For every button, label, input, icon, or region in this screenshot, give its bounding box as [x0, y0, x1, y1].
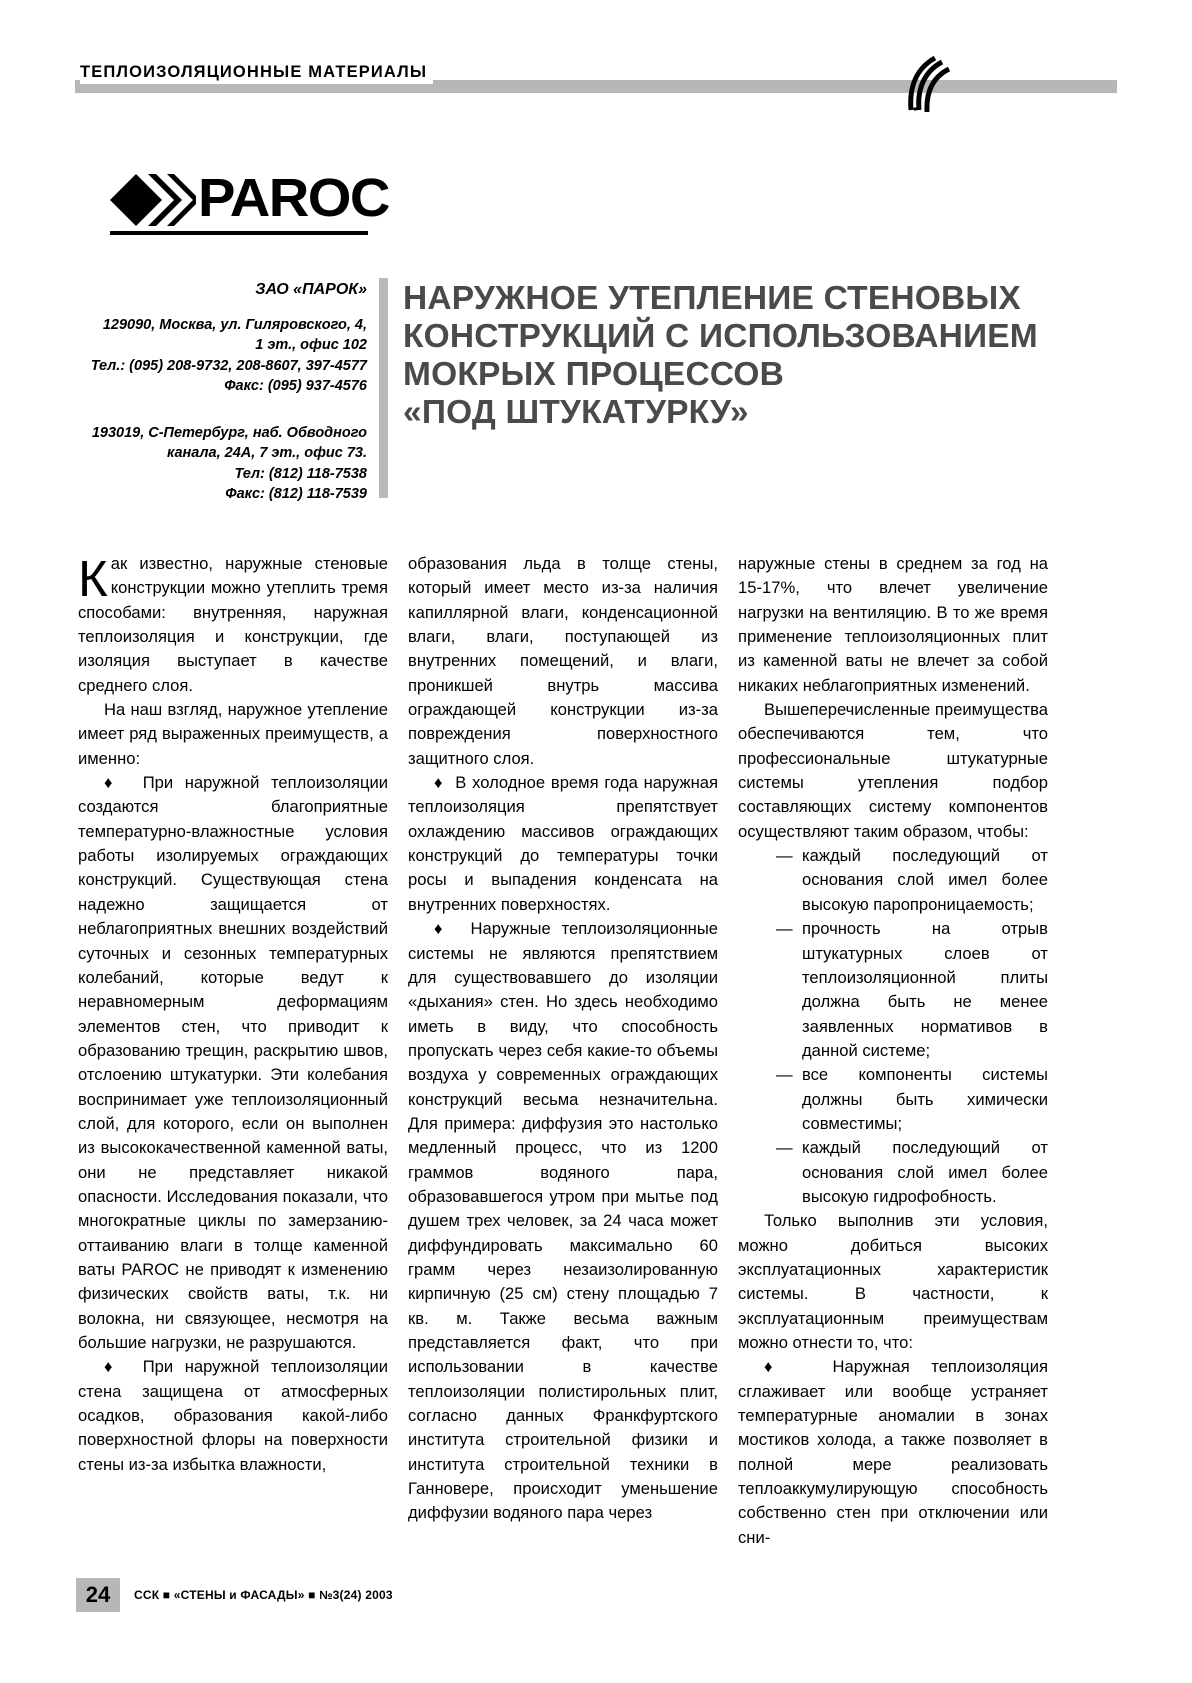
moscow-phone: Тел.: (095) 208-9732, 208-8607, 397-4577: [90, 357, 367, 374]
dash-marker: —: [776, 1065, 793, 1085]
bullet-marker: ♦: [434, 773, 444, 793]
dash-item: [776, 844, 1048, 917]
paroc-wordmark: PAROC: [198, 168, 389, 228]
dash-text: каждый последующий от основания слой имел более высокую гидрофобность.: [802, 1138, 1048, 1206]
bullet-text: Наружная теплоизоляция сглаживает или вообще устраняет температурные аномалии в зонах мостиков холода, а также позволяет в полной мере реализовать теплоаккумулирующую способность собственно стен при отключении или сни-: [738, 1357, 1048, 1547]
headline-line-2: КОНСТРУКЦИЙ С ИСПОЛЬЗОВАНИЕМ: [403, 318, 1038, 355]
headline-accent-bar: [379, 278, 388, 498]
footer-imprint: ССК ■ «СТЕНЫ и ФАСАДЫ» ■ №3(24) 2003: [134, 1588, 393, 1602]
paragraph-text: Только выполнив эти условия, можно добиться высоких эксплуатационных характеристик системы. В частности, к эксплуатационным преимуществам можно отнести то, что:: [738, 1211, 1048, 1352]
bullet-item: [408, 917, 718, 1526]
spb-address-line-1: 193019, С-Петербург, наб. Обводного: [91, 424, 367, 441]
page-footer: [76, 1578, 1116, 1616]
bullet-text: При наружной теплоизоляции стена защищена от атмосферных осадков, образования какой-либо поверхностной флоры на поверхности стены из-за избытка влажности,: [78, 1357, 388, 1474]
bullet-marker: ♦: [104, 1357, 120, 1377]
dash-marker: —: [776, 846, 793, 866]
paragraph: [78, 552, 388, 698]
paragraph: [738, 698, 1048, 844]
paragraph: [78, 698, 388, 771]
dash-marker: —: [776, 1138, 793, 1158]
contact-block: [80, 280, 367, 505]
moscow-address-line-2: 1 эт., офис 102: [255, 337, 367, 353]
body-column-1: [78, 552, 388, 1477]
paroc-logo: [110, 168, 389, 240]
dash-item: [776, 1063, 1048, 1136]
bullet-marker: ♦: [764, 1357, 790, 1377]
page-number: 24: [85, 1582, 111, 1607]
swoosh-arcs-icon: [897, 52, 957, 114]
dash-marker: —: [776, 919, 793, 939]
bullet-marker: ♦: [434, 919, 449, 939]
bullet-text: В холодное время года наружная теплоизоляция препятствует охлаждению массивов ограждающих конструкций до температуры точки росы и выпадения конденсата на внутренних поверхностях.: [408, 773, 718, 914]
company-name: ЗАО «ПАРОК»: [255, 281, 367, 298]
paragraph-text: Вышеперечисленные преимущества обеспечиваются тем, что профессиональные штукатурные системы утепления подбор составляющих систему компонентов осуществляют таким образом, чтобы:: [738, 700, 1048, 841]
paragraph-text: На наш взгляд, наружное утепление имеет ряд выраженных преимуществ, а именно:: [78, 700, 388, 768]
paragraph: [738, 1209, 1048, 1355]
paroc-underline: [110, 231, 368, 235]
body-column-3: [738, 552, 1048, 1550]
diamond-chevrons-icon: [110, 174, 196, 226]
bullet-item: [78, 771, 388, 1355]
paragraph: [408, 552, 718, 771]
headline-line-1: НАРУЖНОЕ УТЕПЛЕНИЕ СТЕНОВЫХ: [403, 280, 1021, 317]
page-title: [403, 280, 1063, 432]
paragraph-text: образования льда в толще стены, который имеет место из-за наличия капиллярной влаги, конденсационной влаги, влаги, поступающей из внутренних помещений, и влаги, проникшей внутрь массива ограждающей конструкции из-за повреждения поверхностного защитного слоя.: [408, 554, 718, 768]
moscow-fax: Факс: (095) 937-4576: [224, 378, 367, 394]
spb-fax: Факс: (812) 118-7539: [225, 486, 367, 502]
dash-text: все компоненты системы должны быть химически совместимы;: [802, 1065, 1048, 1133]
address-spacer: [80, 397, 367, 423]
body-column-2: [408, 552, 718, 1526]
dash-text: каждый последующий от основания слой имел более высокую паропроницаемость;: [802, 846, 1048, 914]
running-head: [75, 62, 1117, 96]
spb-address-line-2: канала, 24А, 7 эт., офис 73.: [166, 445, 367, 461]
bullet-text: Наружные теплоизоляционные системы не являются препятствием для существовавшего до изоляции «дыхания» стен. Но здесь необходимо иметь в виду, что способность пропускать через себя какие-то объемы воздуха у современных ограждающих конструкций весьма незначительна. Для примера: диффузия это настолько медленный процесс, что из 1200 граммов водяного пара, образовавшегося утром при мытье под душем трех человек, за 24 часа может диффундировать максимально 60 грамм через незаизолированную кирпичную (25 см) стену площадью 7 кв. м. Также весьма важным представляется факт, что при использовании в качестве теплоизоляции полистирольных плит, согласно данных Франкфуртского института строительной физики и института строительной техники в Ганновере, происходит уменьшение диффузии водяного пара через: [408, 919, 719, 1523]
headline-line-3: МОКРЫХ ПРОЦЕССОВ: [403, 356, 785, 393]
paragraph: [738, 552, 1048, 698]
bullet-text: При наружной теплоизоляции создаются благоприятные температурно-влажностные условия работы изолируемых ограждающих конструкций. Существующая стена надежно защищается от неблагоприятных внешних воздействий суточных и сезонных температурных колебаний, которые ведут к неравномерным деформациям элементов стен, что приводит к образованию трещин, раскрытию швов, отслоению штукатурки. Эти колебания воспринимает уже теплоизоляционный слой, для которого, если он выполнен из высококачественной каменной ваты, они не представляет никакой опасности. Исследования показали, что многократные циклы по замерзанию-оттаиванию влаги в толще каменной ваты PAROC не приводят к изменению физических свойств ваты, т.к. ни волокна, ни связующее, несмотря на большие нагрузки, не разрушаются.: [78, 773, 388, 1352]
drop-cap: К: [78, 550, 108, 607]
dash-text: прочность на отрыв штукатурных слоев от теплоизоляционной плиты должна быть не менее заявленных нормативов в данной системе;: [802, 919, 1048, 1060]
bullet-item: [408, 771, 718, 917]
moscow-address-line-1: 129090, Москва, ул. Гиляровского, 4,: [102, 316, 367, 333]
paragraph-text: ак известно, наружные стеновые конструкции можно утеплить тремя способами: внутренняя, наружная теплоизоляция и конструкции, где изоляция выступает в качестве среднего слоя.: [78, 554, 388, 695]
headline-line-4: «ПОД ШТУКАТУРКУ»: [403, 394, 749, 431]
dash-item: [776, 1136, 1048, 1209]
bullet-item: [78, 1355, 388, 1477]
running-head-title: ТЕПЛОИЗОЛЯЦИОННЫЕ МАТЕРИАЛЫ: [80, 62, 433, 84]
spb-phone: Тел: (812) 118-7538: [234, 465, 367, 482]
dash-item: [776, 917, 1048, 1063]
paragraph-text: наружные стены в среднем за год на 15-17%, что влечет увеличение нагрузки на вентиляцию. В то же время применение теплоизоляционных плит из каменной ваты не влечет за собой никаких неблагоприятных изменений.: [738, 554, 1048, 695]
bullet-marker: ♦: [104, 773, 120, 793]
bullet-item: [738, 1355, 1048, 1550]
article-body: [78, 550, 1118, 1547]
